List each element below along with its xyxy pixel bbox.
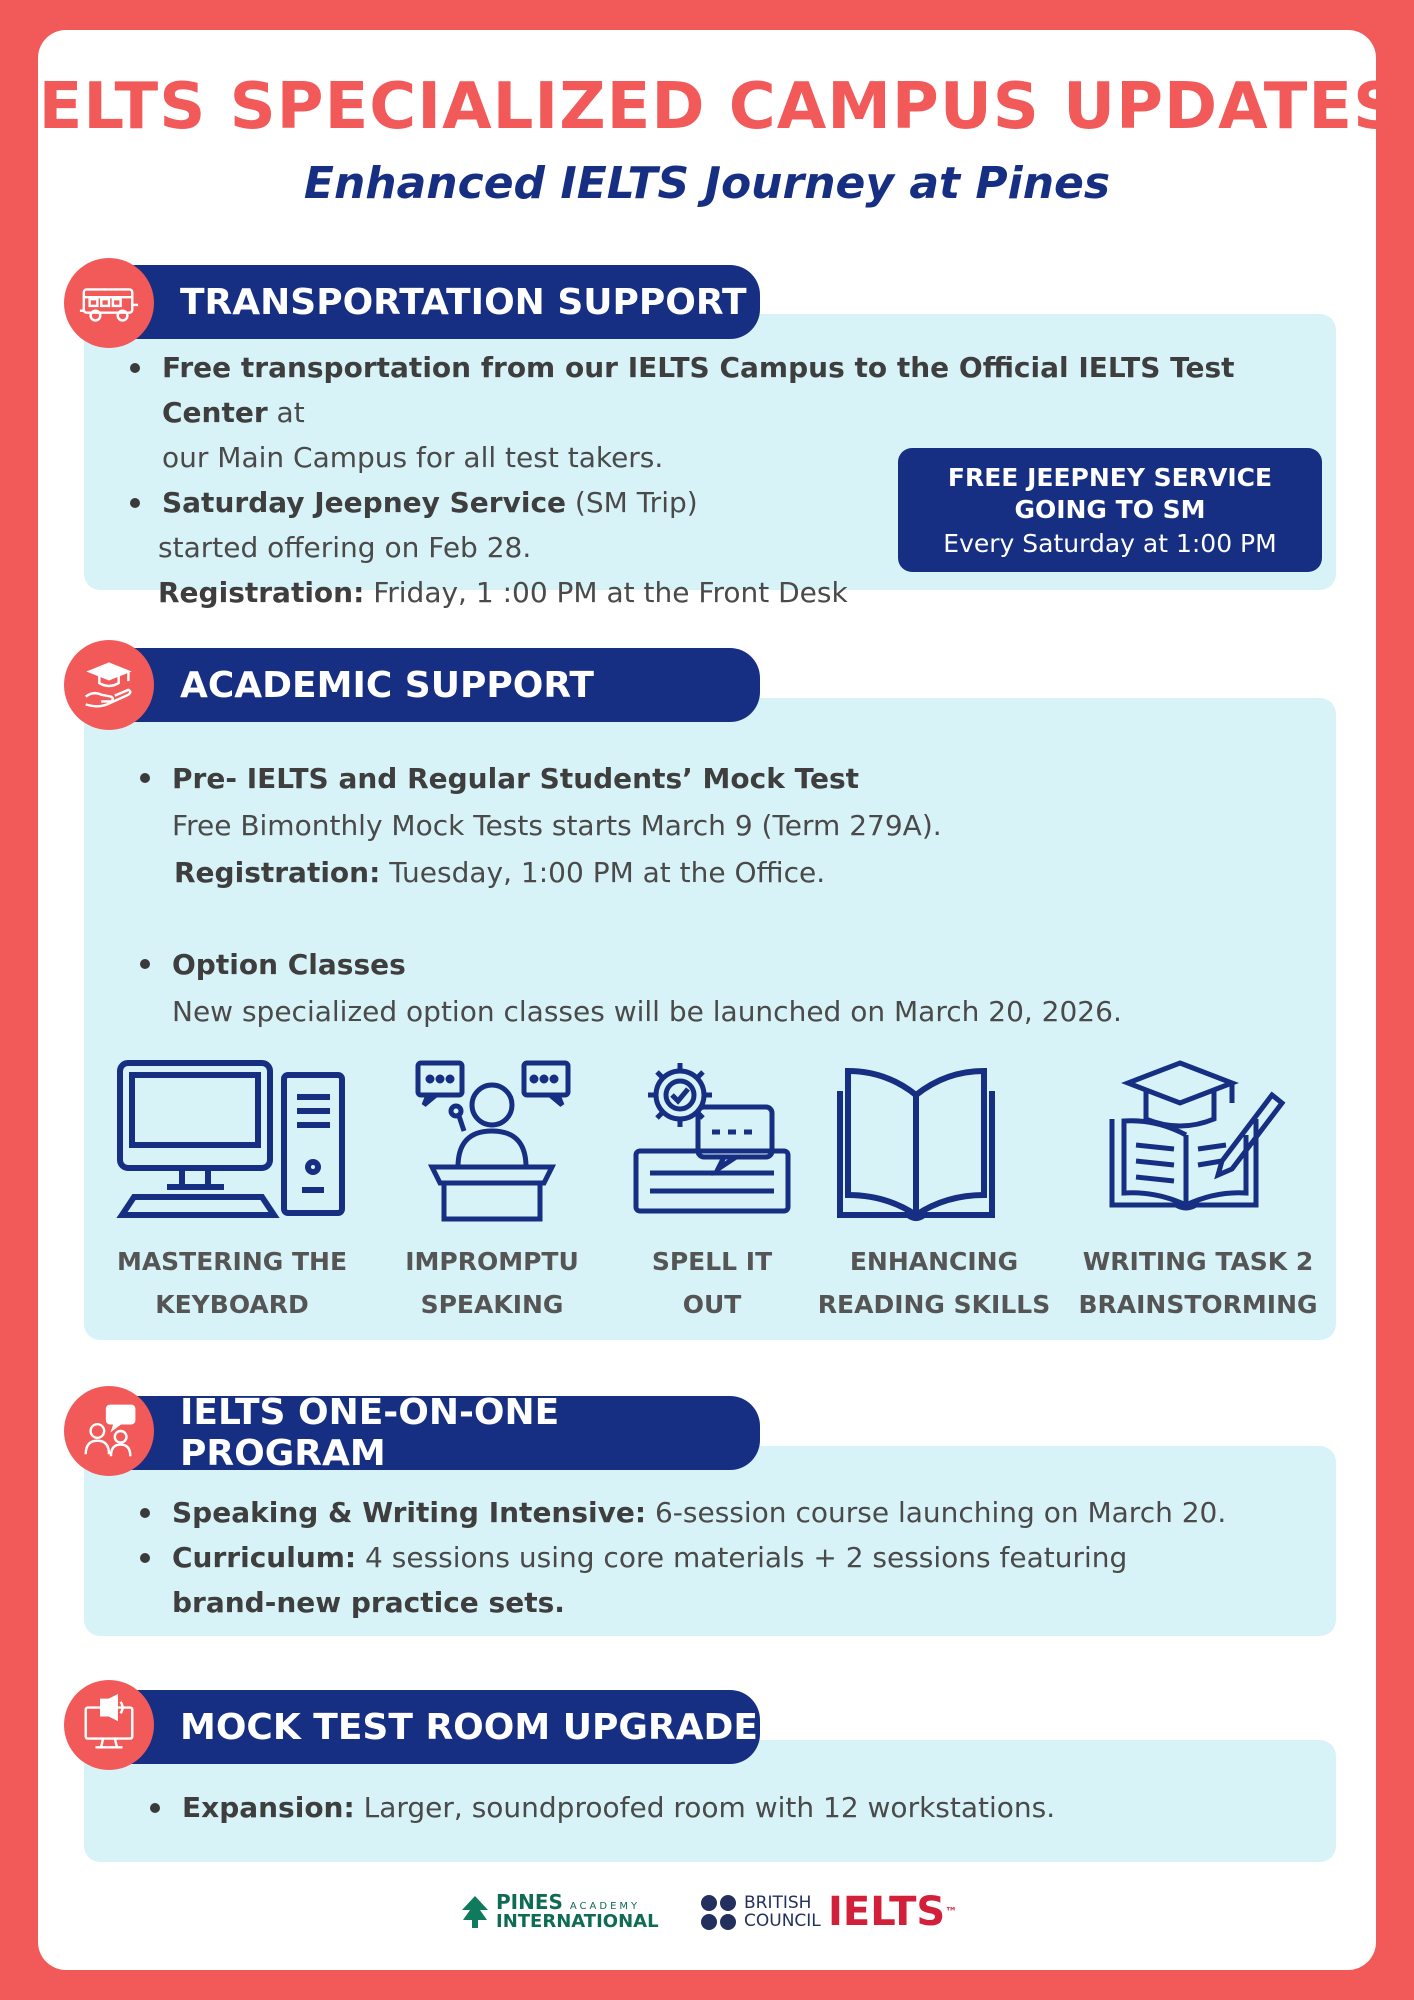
graduation-hand-icon (64, 640, 154, 730)
list-item: Speaking & Writing Intensive: 6-session course launching on March 20. (138, 1490, 1318, 1535)
book-pencil-icon (1106, 1055, 1286, 1225)
jeepney-icon (64, 258, 154, 348)
monitor-speaker-icon (64, 1680, 154, 1770)
option-class-label: ENHANCING READING SKILLS (817, 1247, 1051, 1319)
oneonone-list: Speaking & Writing Intensive: 6-session course launching on March 20. Curriculum: 4 sessions using core materials + 2 sessions featuring brand-new practice sets. (138, 1490, 1318, 1625)
option-class-label: SPELL IT OUT (651, 1247, 773, 1319)
option-class-label: WRITING TASK 2 BRAINSTORMING (1078, 1247, 1318, 1319)
conversation-icon (64, 1386, 154, 1476)
pines-logo: PINES ACADEMY INTERNATIONAL (460, 1890, 670, 1940)
oneonone-heading: IELTS ONE-ON-ONE PROGRAM (100, 1396, 760, 1470)
mockroom-heading: MOCK TEST ROOM UPGRADE (100, 1690, 760, 1764)
computer-icon (112, 1055, 352, 1225)
transport-heading: TRANSPORTATION SUPPORT (100, 265, 760, 339)
academic-list: Pre- IELTS and Regular Students’ Mock Test Free Bimonthly Mock Tests starts March 9 (Term 279A). Registration: Tuesday, 1:00 PM at the Office. Option Classes New specialized option classes will be launched on March 20, 2026. (138, 755, 1318, 1035)
list-item: Saturday Jeepney Service (SM Trip) (128, 480, 1338, 525)
open-book-icon (836, 1055, 996, 1225)
list-item: Option Classes (138, 941, 1318, 988)
academic-heading: ACADEMIC SUPPORT (100, 648, 760, 722)
pines-tree-icon (460, 1894, 490, 1928)
list-item: Curriculum: 4 sessions using core materials + 2 sessions featuring (138, 1535, 1318, 1580)
page-title: IELTS SPECIALIZED CAMPUS UPDATES (13, 70, 1401, 144)
list-item: Pre- IELTS and Regular Students’ Mock Test (138, 755, 1318, 802)
jeepney-callout: FREE JEEPNEY SERVICE GOING TO SM Every Saturday at 1:00 PM (898, 448, 1322, 572)
list-item: Expansion: Larger, soundproofed room with 12 workstations. (148, 1785, 1308, 1830)
british-council-dots-icon (700, 1894, 738, 1932)
option-class-label: IMPROMPTU SPEAKING (405, 1247, 579, 1319)
page-subtitle: Enhanced IELTS Journey at Pines (303, 158, 1111, 209)
mockroom-list (148, 1785, 1308, 1830)
transport-list: Free transportation from our IELTS Campus to the Official IELTS Test Center at our Main Campus for all test takers. Saturday Jeepney Service (SM Trip) started offering on Feb 28. Registration: Friday, 1 :00 PM at the Front Desk (128, 345, 1338, 615)
british-council-ielts-logo: BRITISH COUNCIL IELTS™ (700, 1890, 980, 1940)
keyboard-gear-icon (632, 1055, 792, 1225)
list-item: Free transportation from our IELTS Campus to the Official IELTS Test Center at (128, 345, 1338, 435)
speaker-podium-icon (412, 1055, 572, 1225)
option-class-label: MASTERING THE KEYBOARD (116, 1247, 348, 1319)
